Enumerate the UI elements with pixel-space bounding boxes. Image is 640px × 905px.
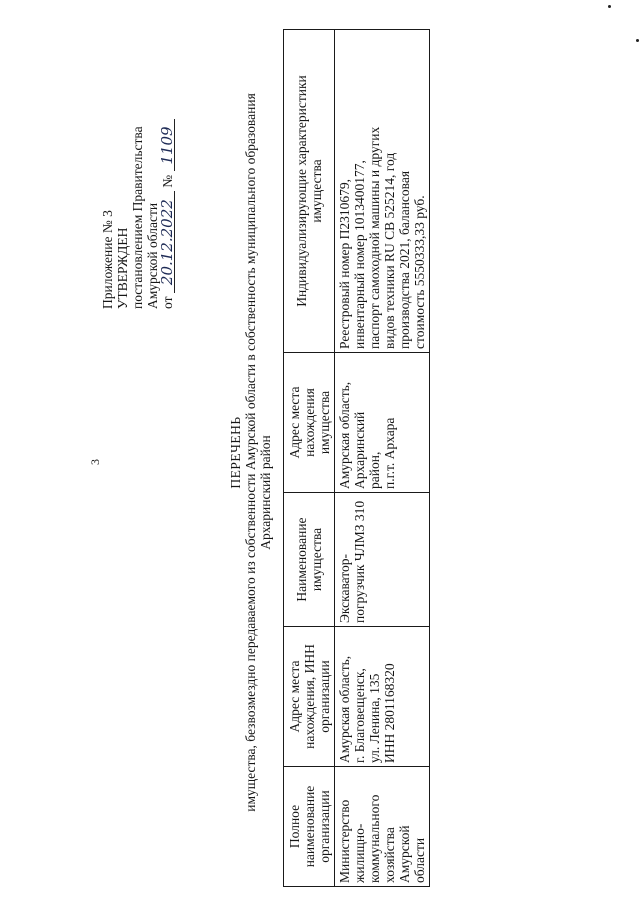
cell-text-line: Амурская область,	[337, 381, 352, 489]
cell-text-line: Экскаватор-	[337, 553, 352, 623]
column-header	[284, 493, 335, 627]
column-header	[284, 353, 335, 493]
approval-authority-line-1: постановлением Правительства	[130, 126, 145, 309]
cell-text-line: Полное	[286, 804, 302, 849]
approval-authority-line-2: Амурской области	[145, 202, 160, 309]
column-header	[284, 30, 335, 353]
handwritten-date: 20.12.2022	[160, 191, 175, 293]
approval-stamp-block	[100, 120, 175, 310]
property-transfer-table	[283, 29, 430, 887]
cell-text-line: г. Благовещенск,	[352, 668, 367, 763]
cell-text-line: организации	[316, 790, 332, 863]
cell-text-line: наименование	[301, 785, 317, 868]
heading-title: ПЕРЕЧЕНЬ	[228, 416, 243, 489]
column-header	[284, 767, 335, 887]
cell-text-line: п.г.т. Архара	[382, 417, 397, 489]
document-heading	[228, 0, 273, 905]
scan-speck	[608, 5, 611, 8]
approval-date-line	[160, 120, 175, 310]
cell-text-line: погрузчик ЧЛМЗ 310	[352, 500, 367, 623]
cell-text-line: области	[412, 837, 427, 883]
cell-text-line: имущества	[309, 159, 324, 223]
heading-subtitle-line-2: Архаринский район	[258, 435, 273, 550]
cell-text-line: Индивидуализирующие характеристики	[294, 75, 309, 307]
cell-text-line: Наименование	[294, 517, 309, 602]
cell-text-line: коммунального	[367, 794, 382, 883]
cell-text-line: стоимость 5550333,33 руб.	[412, 195, 427, 349]
organization-address-cell	[335, 627, 430, 767]
cell-text-line: хозяйства Амурской	[382, 825, 412, 883]
cell-text-line: Архаринский	[352, 411, 367, 489]
cell-text-line: Амурская область,	[337, 655, 352, 763]
cell-text-line: имущества	[309, 527, 324, 592]
property-address-cell	[335, 353, 430, 493]
cell-text-line: ул. Ленина, 135	[367, 673, 382, 763]
heading-subtitle-line-1: имущества, безвозмездно передаваемого из собственности Амурской области в собственность муниципального образования	[243, 93, 258, 812]
cell-text-line: Министерство	[337, 799, 352, 883]
cell-text-line: инвентарный номер 1013400177,	[352, 160, 367, 349]
table-header-row	[284, 30, 335, 887]
column-header	[284, 627, 335, 767]
cell-text-line: Реестровый номер П2310679,	[337, 178, 352, 349]
cell-text-line: Адрес места	[286, 386, 302, 459]
cell-text-line: видов техники RU CB 525214, год	[382, 152, 397, 349]
cell-text-line: ИНН 2801168320	[382, 663, 397, 763]
number-sign: №	[160, 174, 175, 188]
appendix-label: Приложение № 3	[100, 210, 115, 309]
scan-speck	[636, 39, 639, 42]
cell-text-line: паспорт самоходной машины и других	[367, 126, 382, 349]
cell-text-line: имущества	[316, 390, 332, 455]
cell-text-line: жилищно-	[352, 823, 367, 883]
cell-text-line: нахождения, ИНН	[301, 644, 317, 749]
organization-name-cell	[335, 767, 430, 887]
cell-text-line: район,	[367, 451, 382, 489]
property-name-cell	[335, 493, 430, 627]
cell-text-line: нахождения	[301, 388, 317, 457]
cell-text-line: Адрес места	[286, 660, 302, 733]
table-row	[335, 30, 430, 887]
cell-text-line: производства 2021, балансовая	[397, 170, 412, 349]
handwritten-number: 1109	[160, 120, 175, 172]
date-prefix: от	[160, 296, 175, 309]
property-characteristics-cell	[335, 30, 430, 353]
approved-label: УТВЕРЖДЕН	[115, 227, 130, 309]
page-number: 3	[88, 459, 102, 465]
cell-text-line: организации	[316, 660, 332, 733]
